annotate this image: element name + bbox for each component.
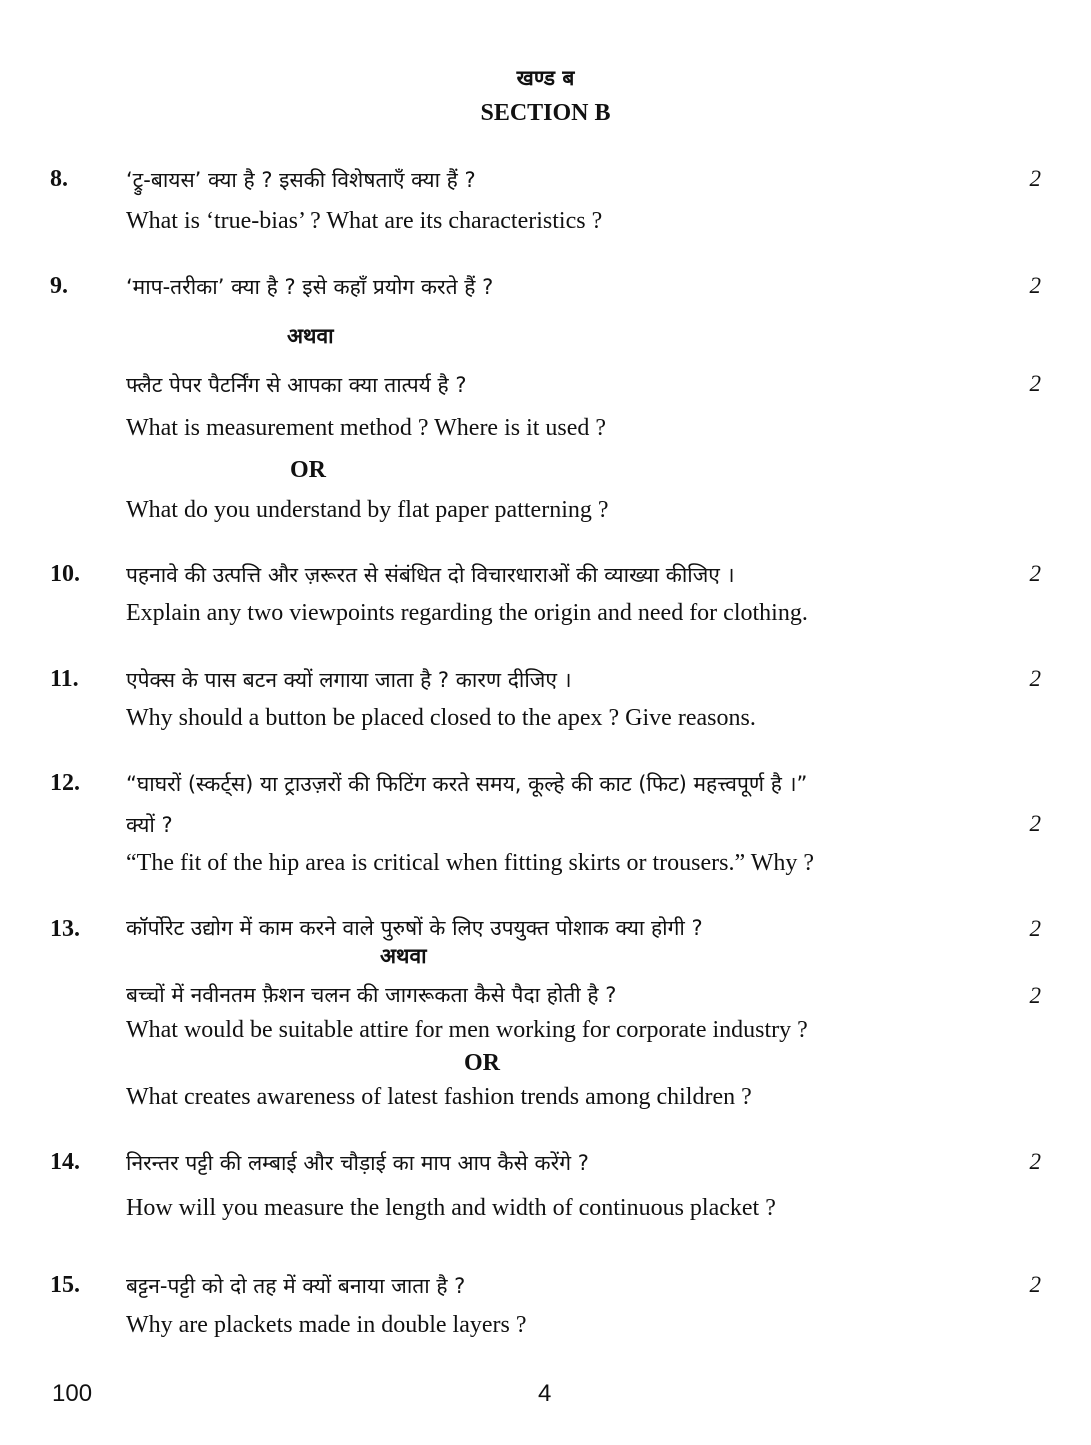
section-title-hindi: खण्ड ब xyxy=(516,66,575,90)
question-text-hindi: बट्टन-पट्टी को दो तह में क्यों बनाया जाता है ? xyxy=(126,1274,466,1298)
paper-code: 100 xyxy=(52,1380,93,1407)
section-title: SECTION B xyxy=(480,100,611,126)
question-marks: 2 xyxy=(1029,1149,1041,1174)
question-text-hindi: कॉर्पोरेट उद्योग में काम करने वाले पुरुषों के लिए उपयुक्त पोशाक क्या होगी ? xyxy=(126,916,703,940)
question-marks-alt: 2 xyxy=(1029,983,1041,1008)
question-marks: 2 xyxy=(1029,666,1041,691)
question-text-hindi-continued: क्यों ? xyxy=(126,813,173,837)
question-number: 12. xyxy=(50,770,80,796)
question-text-hindi: ‘ट्रु-बायस’ क्या है ? इसकी विशेषताएँ क्या हैं ? xyxy=(126,168,476,192)
question-marks: 2 xyxy=(1029,166,1041,191)
question-text-english: Why are plackets made in double layers ? xyxy=(126,1312,527,1338)
question-number: 13. xyxy=(50,916,80,942)
question-text-english: What is ‘true-bias’ ? What are its characteristics ? xyxy=(126,208,603,234)
question-number: 10. xyxy=(50,561,80,587)
question-number: 8. xyxy=(50,166,68,192)
question-number: 9. xyxy=(50,273,68,299)
question-text-hindi: एपेक्स के पास बटन क्यों लगाया जाता है ? कारण दीजिए । xyxy=(126,668,572,692)
question-text-english: What is measurement method ? Where is it used ? xyxy=(126,415,607,441)
question-text-hindi: पहनावे की उत्पत्ति और ज़रूरत से संबंधित दो विचारधाराओं की व्याख्या कीजिए । xyxy=(126,563,735,587)
or-label-hindi: अथवा xyxy=(380,944,427,968)
question-text-english-alt: What do you understand by flat paper patterning ? xyxy=(126,497,609,523)
or-label-hindi: अथवा xyxy=(287,324,334,348)
question-text-english: Why should a button be placed closed to the apex ? Give reasons. xyxy=(126,705,756,731)
question-marks-alt: 2 xyxy=(1029,371,1041,396)
question-text-hindi: निरन्तर पट्टी की लम्बाई और चौड़ाई का माप आप कैसे करेंगे ? xyxy=(126,1151,589,1175)
question-marks: 2 xyxy=(1029,916,1041,941)
question-text-hindi: ‘माप-तरीका’ क्या है ? इसे कहाँ प्रयोग करते हैं ? xyxy=(126,275,494,299)
page-number: 4 xyxy=(538,1380,552,1407)
or-label: OR xyxy=(464,1050,500,1076)
question-text-english: What would be suitable attire for men working for corporate industry ? xyxy=(126,1017,808,1043)
question-number: 15. xyxy=(50,1272,80,1298)
question-marks: 2 xyxy=(1029,1272,1041,1297)
question-text-hindi-alt: बच्चों में नवीनतम फ़ैशन चलन की जागरूकता कैसे पैदा होती है ? xyxy=(126,983,617,1007)
question-number: 11. xyxy=(50,666,79,692)
question-text-english-alt: What creates awareness of latest fashion trends among children ? xyxy=(126,1084,752,1110)
question-marks: 2 xyxy=(1029,273,1041,298)
question-text-english: Explain any two viewpoints regarding the origin and need for clothing. xyxy=(126,600,808,626)
question-text-hindi-alt: फ्लैट पेपर पैटर्निंग से आपका क्या तात्पर्य है ? xyxy=(126,373,467,397)
question-number: 14. xyxy=(50,1149,80,1175)
question-marks: 2 xyxy=(1029,561,1041,586)
question-text-english: “The fit of the hip area is critical when fitting skirts or trousers.” Why ? xyxy=(126,850,815,876)
question-text-english: How will you measure the length and width of continuous placket ? xyxy=(126,1195,776,1221)
question-text-hindi: “घाघरों (स्कर्ट्स) या ट्राउज़रों की फिटिंग करते समय, कूल्हे की काट (फिट) महत्त्वपूर्ण है ।” xyxy=(126,772,808,796)
question-marks: 2 xyxy=(1029,811,1041,836)
or-label: OR xyxy=(290,457,326,483)
